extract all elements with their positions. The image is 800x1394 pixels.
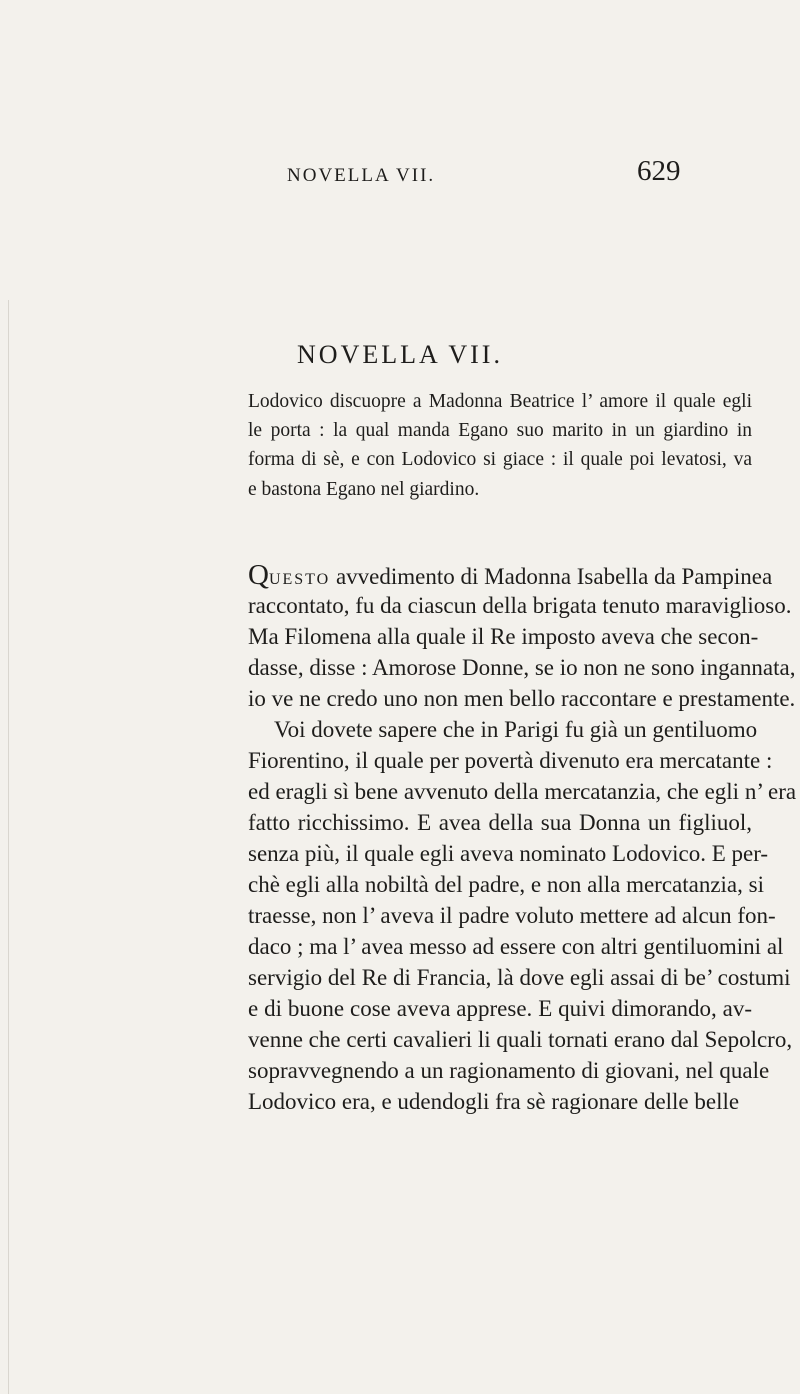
small-caps-word: UESTO — [268, 571, 331, 588]
summary-line: forma di sè, e con Lodovico si giace : il quale poi levatosi, va — [248, 449, 752, 470]
body-line: venne che certi cavalieri li quali tornati erano dal Sepolcro, — [248, 1027, 793, 1052]
body-line: senza più, il quale egli aveva nominato Lodovico. E per- — [248, 841, 769, 866]
body-line: servigio del Re di Francia, là dove egli assai di be’ costumi — [248, 965, 791, 990]
body-line: io ve ne credo uno non men bello raccontare e prestamente. — [248, 686, 796, 711]
body-line: traesse, non l’ aveva il padre voluto mettere ad alcun fon- — [248, 903, 776, 928]
body-line: fatto ricchissimo. E avea della sua Donna un figliuol, — [248, 810, 752, 835]
body-line: Lodovico era, e udendogli fra sè ragionare delle belle — [248, 1089, 740, 1114]
body-line: chè egli alla nobiltà del padre, e non alla mercatanzia, si — [248, 872, 764, 897]
running-title: NOVELLA VII. — [287, 165, 436, 186]
body-line: sopravvegnendo a un ragionamento di giovani, nel quale — [248, 1058, 770, 1083]
body-line: Voi dovete sapere che in Parigi fu già un gentiluomo — [274, 717, 758, 742]
page-gutter-edge — [8, 300, 9, 1394]
body-line: avvedimento di Madonna Isabella da Pampinea — [330, 564, 773, 589]
drop-cap: Q — [248, 559, 269, 591]
chapter-heading: NOVELLA VII. — [297, 340, 503, 369]
body-line: daco ; ma l’ avea messo ad essere con altri gentiluomini al — [248, 934, 784, 959]
running-header — [0, 155, 800, 195]
body-line: dasse, disse : Amorose Donne, se io non ne sono ingannata, — [248, 655, 796, 680]
summary-line: e bastona Egano nel giardino. — [248, 479, 480, 500]
body-line-first — [248, 560, 772, 595]
summary-line: le porta : la qual manda Egano suo marito in un giardino in — [248, 420, 752, 441]
body-line: ed eragli sì bene avvenuto della mercatanzia, che egli n’ era — [248, 779, 797, 804]
page-number: 629 — [637, 155, 681, 187]
body-line: e di buone cose aveva apprese. E quivi dimorando, av- — [248, 996, 752, 1021]
body-line: raccontato, fu da ciascun della brigata tenuto maraviglioso. — [248, 593, 792, 618]
body-line: Fiorentino, il quale per povertà divenuto era mercatante : — [248, 748, 773, 773]
summary-line: Lodovico discuopre a Madonna Beatrice l’ amore il quale egli — [248, 391, 752, 412]
body-line: Ma Filomena alla quale il Re imposto aveva che secon- — [248, 624, 759, 649]
